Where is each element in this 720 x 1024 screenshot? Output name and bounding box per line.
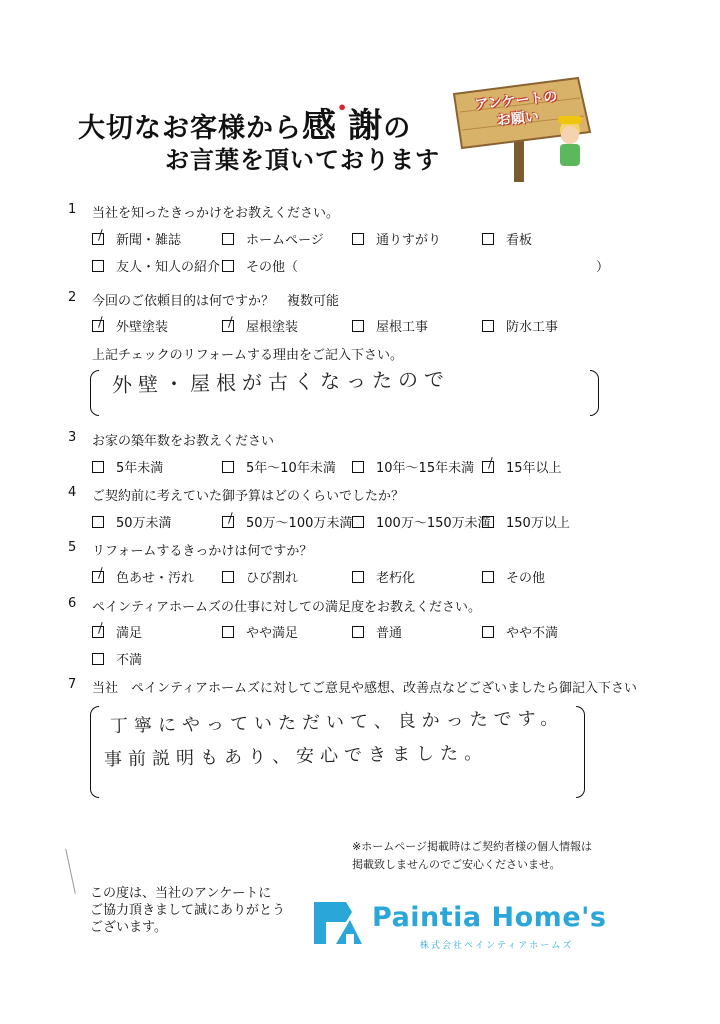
q6-option-3[interactable]: 普通 — [352, 622, 402, 641]
privacy-note-line1: ※ホームページ掲載時はご契約者様の個人情報は — [352, 840, 592, 853]
sign-text-2: お願い — [496, 108, 540, 130]
checkbox[interactable] — [352, 571, 364, 583]
logo-name: Paintia Home's — [372, 902, 607, 933]
checkbox[interactable] — [482, 233, 494, 245]
kansha-accent: • — [337, 98, 349, 117]
checkbox[interactable] — [222, 260, 234, 272]
checkbox[interactable] — [222, 233, 234, 245]
q2-sub-text: 上記チェックのリフォームする理由をご記入下さい。 — [92, 348, 403, 363]
q2-option-1[interactable]: 外壁塗装 — [92, 316, 168, 335]
q7-handwritten-line1[interactable]: 丁寧にやっていただいて、良かったです。 — [109, 708, 565, 737]
q3-option-1[interactable]: 5年未満 — [92, 457, 163, 476]
q6-option-5[interactable]: 不満 — [92, 649, 142, 668]
q1-option-3[interactable]: 通りすがり — [352, 229, 441, 248]
q7-text: 当社 ペインティアホームズに対してご意見や感想、改善点などございましたら御記入下さい — [92, 681, 637, 696]
privacy-note-line2: 掲載致しませんのでご安心くださいませ。 — [352, 858, 561, 871]
q1-option-2[interactable]: ホームページ — [222, 229, 324, 248]
checkbox[interactable] — [482, 626, 494, 638]
q2-number: 2 — [68, 290, 77, 305]
q1-option-1[interactable]: 新聞・雑誌 — [92, 229, 181, 248]
checkbox[interactable] — [92, 516, 104, 528]
q3-text: お家の築年数をお教えください — [92, 434, 275, 449]
checkbox[interactable] — [92, 260, 104, 272]
checkbox[interactable] — [482, 320, 494, 332]
q1-number: 1 — [68, 202, 77, 217]
pen-stroke-mark — [65, 848, 77, 894]
kansha-2: 謝 — [348, 106, 384, 146]
q7-number: 7 — [68, 677, 77, 692]
checkbox[interactable] — [222, 571, 234, 583]
q7-answer-bracket-right — [576, 706, 585, 798]
q2-option-2[interactable]: 屋根塗装 — [222, 316, 298, 335]
checkbox[interactable] — [482, 571, 494, 583]
checkbox[interactable] — [352, 320, 364, 332]
q4-option-4[interactable]: 150万以上 — [482, 512, 570, 531]
paintia-logo-icon — [312, 898, 362, 946]
q5-option-4[interactable]: その他 — [482, 567, 545, 586]
checkbox[interactable] — [222, 461, 234, 473]
logo-subtitle: 株式会社ペインティアホームズ — [420, 941, 574, 951]
q2-option-4[interactable]: 防水工事 — [482, 316, 558, 335]
q2-option-3[interactable]: 屋根工事 — [352, 316, 428, 335]
kansha-1: 感 — [302, 106, 337, 146]
checkbox[interactable] — [92, 461, 104, 473]
q3-option-4[interactable]: 15年以上 — [482, 457, 562, 476]
q2-answer-bracket-left — [90, 370, 99, 416]
q6-option-2[interactable]: やや満足 — [222, 622, 298, 641]
q2-text: 今回のご依頼目的は何ですか？ 複数可能 — [92, 294, 340, 309]
q1-close-paren: ） — [596, 260, 610, 275]
q5-option-2[interactable]: ひび割れ — [222, 567, 298, 586]
q2-answer-bracket-right — [590, 370, 599, 416]
checkbox[interactable] — [92, 626, 104, 638]
q4-number: 4 — [68, 485, 77, 500]
page-title-line2: お言葉を頂いております — [165, 145, 440, 174]
checkbox[interactable] — [352, 516, 364, 528]
q1-option-6[interactable]: その他（ — [222, 256, 298, 275]
q4-option-2[interactable]: 50万～100万未満 — [222, 512, 352, 531]
q3-number: 3 — [68, 430, 77, 445]
q4-option-3[interactable]: 100万～150万未満 — [352, 512, 491, 531]
q6-number: 6 — [68, 596, 77, 611]
q3-option-2[interactable]: 5年～10年未満 — [222, 457, 336, 476]
q3-option-3[interactable]: 10年～15年未満 — [352, 457, 474, 476]
q6-option-4[interactable]: やや不満 — [482, 622, 558, 641]
q4-option-1[interactable]: 50万未満 — [92, 512, 172, 531]
thanks-message: この度は、当社のアンケートに ご協力頂きまして誠にありがとう ございます。 — [90, 886, 286, 935]
survey-sign-illustration — [450, 72, 610, 182]
q2-handwritten-answer[interactable]: 外壁・屋根が古くなったので — [111, 367, 451, 397]
checkbox[interactable] — [222, 626, 234, 638]
checkbox[interactable] — [92, 320, 104, 332]
q1-text: 当社を知ったきっかけをお教えください。 — [92, 206, 340, 221]
q7-handwritten-line2[interactable]: 事前説明もあり、安心できました。 — [103, 742, 489, 771]
checkbox[interactable] — [92, 233, 104, 245]
page-title-line1: 大切なお客様から感•謝の — [78, 98, 412, 146]
q5-option-3[interactable]: 老朽化 — [352, 567, 415, 586]
checkbox[interactable] — [222, 516, 234, 528]
q1-option-5[interactable]: 友人・知人の紹介 — [92, 256, 220, 275]
q4-text: ご契約前に考えていた御予算はどのくらいでしたか？ — [92, 489, 405, 504]
q5-text: リフォームするきっかけは何ですか？ — [92, 544, 313, 559]
q5-option-1[interactable]: 色あせ・汚れ — [92, 567, 194, 586]
checkbox[interactable] — [352, 233, 364, 245]
q6-option-1[interactable]: 満足 — [92, 622, 142, 641]
q7-answer-bracket-left — [90, 706, 99, 798]
checkbox[interactable] — [92, 653, 104, 665]
checkbox[interactable] — [222, 320, 234, 332]
q5-number: 5 — [68, 540, 77, 555]
q6-text: ペインティアホームズの仕事に対しての満足度をお教えください。 — [92, 600, 481, 615]
q1-option-4[interactable]: 看板 — [482, 229, 532, 248]
checkbox[interactable] — [482, 461, 494, 473]
checkbox[interactable] — [352, 626, 364, 638]
checkbox[interactable] — [352, 461, 364, 473]
sign-text-1: アンケートの — [473, 88, 559, 114]
checkbox[interactable] — [92, 571, 104, 583]
checkbox[interactable] — [482, 516, 494, 528]
